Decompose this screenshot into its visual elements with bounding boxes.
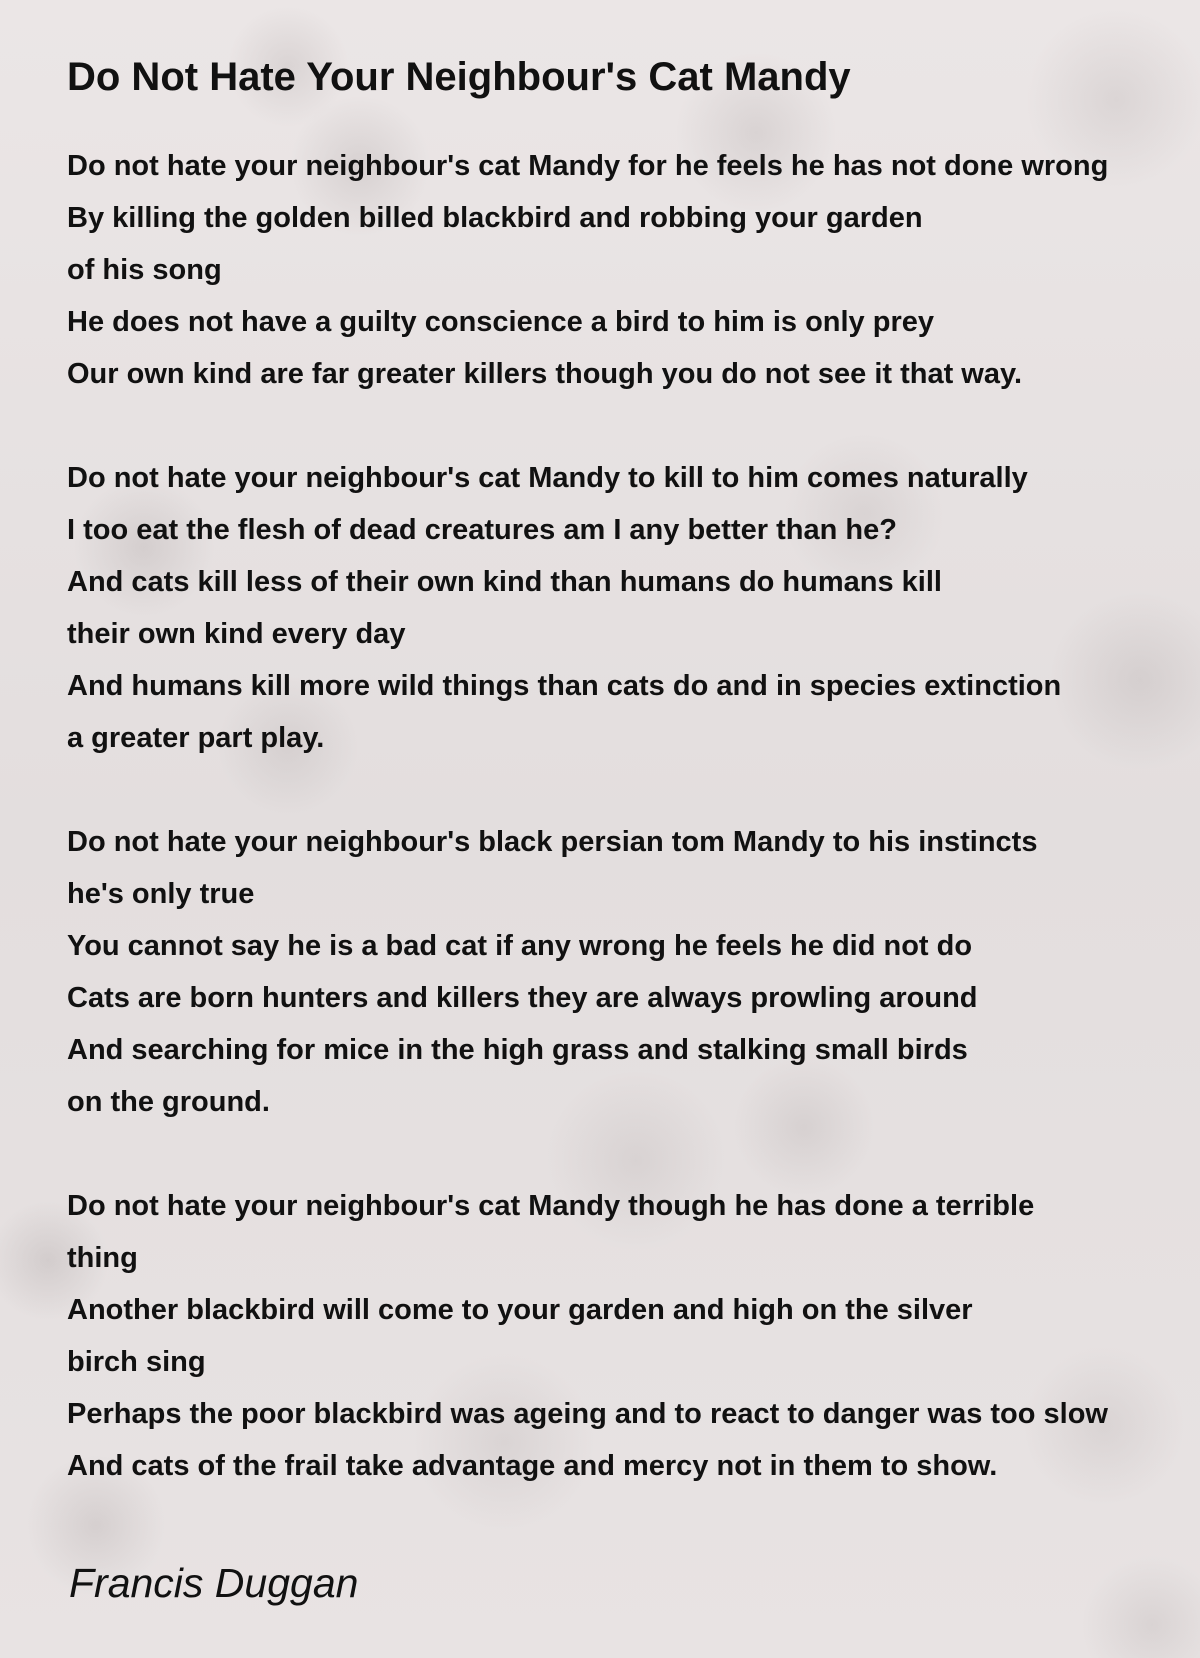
poem-line: Do not hate your neighbour's black persian tom Mandy to his instincts: [67, 826, 1038, 858]
poem-line: I too eat the flesh of dead creatures am I any better than he?: [67, 514, 897, 546]
poem-line: Perhaps the poor blackbird was ageing and to react to danger was too slow: [67, 1398, 1108, 1430]
poem-line: You cannot say he is a bad cat if any wrong he feels he did not do: [67, 930, 973, 962]
poem-line: birch sing: [67, 1346, 206, 1378]
poem-line: Do not hate your neighbour's cat Mandy though he has done a terrible: [67, 1190, 1035, 1222]
poem-line: He does not have a guilty conscience a bird to him is only prey: [67, 306, 934, 338]
stanza-4: [67, 1180, 1200, 1492]
poem-line: thing: [67, 1242, 138, 1274]
stanza-2: [67, 452, 1200, 764]
poem-line: And cats kill less of their own kind than humans do humans kill: [67, 566, 942, 598]
poem-title: Do Not Hate Your Neighbour's Cat Mandy: [67, 55, 851, 99]
poem-line: And humans kill more wild things than cats do and in species extinction: [67, 670, 1062, 702]
poem-line: their own kind every day: [67, 618, 406, 650]
poem-line: on the ground.: [67, 1086, 270, 1118]
poem-container: [67, 51, 1200, 1544]
poem-line: of his song: [67, 254, 222, 286]
poem-line: And cats of the frail take advantage and mercy not in them to show.: [67, 1450, 998, 1482]
poem-line: Do not hate your neighbour's cat Mandy for he feels he has not done wrong: [67, 150, 1109, 182]
poem-line: Our own kind are far greater killers though you do not see it that way.: [67, 358, 1023, 390]
poem-body: [67, 140, 1200, 1492]
poem-line: Cats are born hunters and killers they are always prowling around: [67, 982, 978, 1014]
stanza-1: [67, 140, 1200, 400]
poem-line: Another blackbird will come to your garden and high on the silver: [67, 1294, 973, 1326]
stanza-3: [67, 816, 1200, 1128]
poem-line: And searching for mice in the high grass and stalking small birds: [67, 1034, 968, 1066]
poem-line: By killing the golden billed blackbird and robbing your garden: [67, 202, 923, 234]
poem-author: Francis Duggan: [69, 1560, 359, 1606]
poem-line: Do not hate your neighbour's cat Mandy to kill to him comes naturally: [67, 462, 1028, 494]
poem-line: a greater part play.: [67, 722, 325, 754]
poem-line: he's only true: [67, 878, 255, 910]
